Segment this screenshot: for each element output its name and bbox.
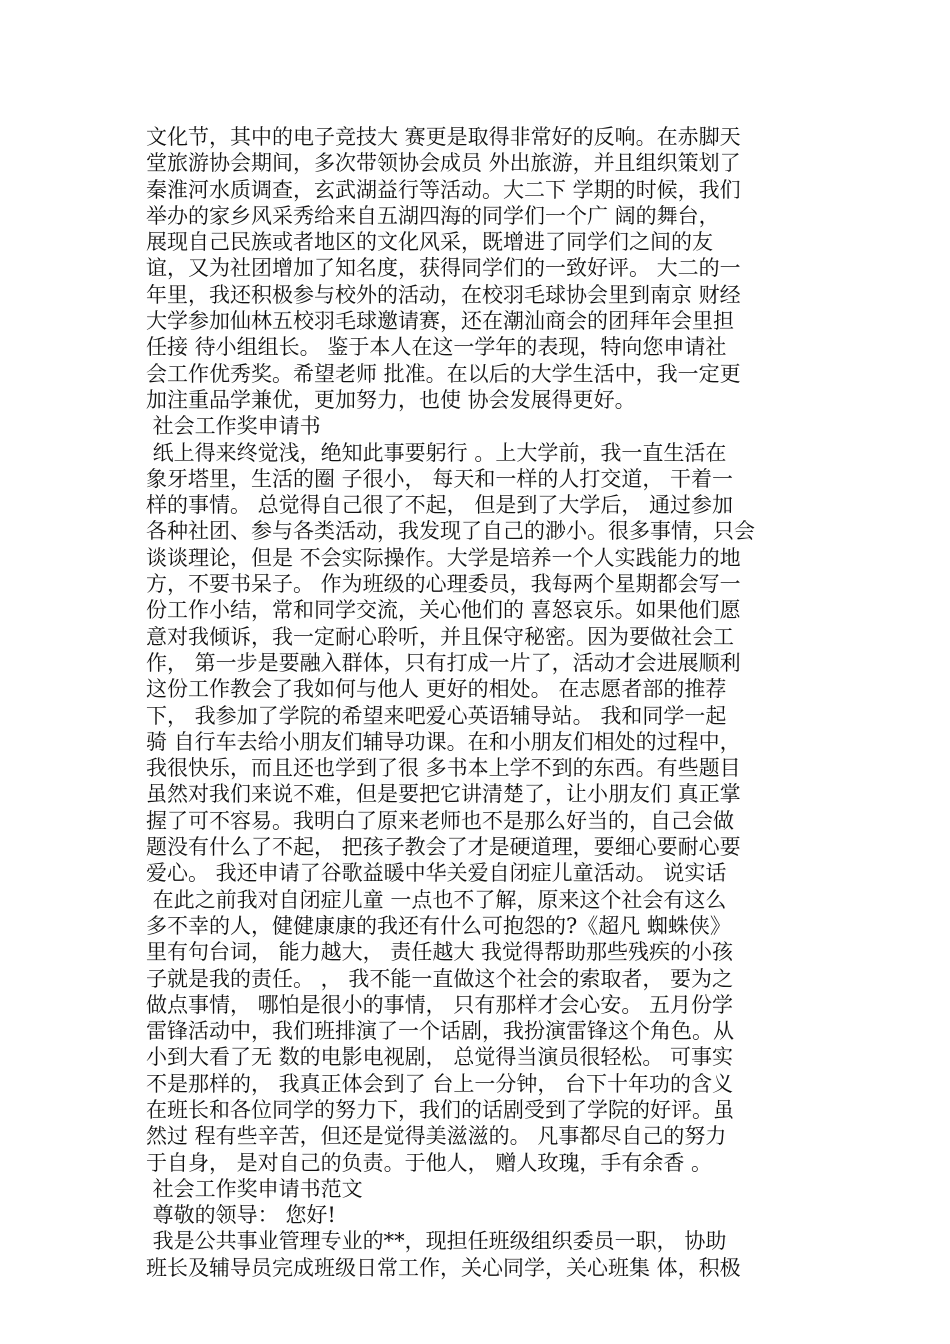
text-line: 握了可不容易。我明白了原来老师也不是那么好当的，自己会做 <box>146 808 734 833</box>
text-line: 作， 第一步是要融入群体，只有打成一片了，活动才会进展顺利 <box>146 650 741 675</box>
text-line: 于自身， 是对自己的负责。于他人， 赠人玫瑰，手有余香 。 <box>146 1150 713 1175</box>
document-body <box>146 124 816 1281</box>
section-heading: 社会工作奖申请书 <box>146 414 321 439</box>
text-line: 谊，又为社团增加了知名度，获得同学们的一致好评。 大二的一 <box>146 256 741 281</box>
text-line: 文化节，其中的电子竞技大 赛更是取得非常好的反响。在赤脚天 <box>146 125 741 149</box>
text-line: 年里，我还积极参与校外的活动，在校羽毛球协会里到南京 财经 <box>146 282 741 307</box>
text-line: 下， 我参加了学院的希望来吧爱心英语辅导站。 我和同学一起 <box>146 703 727 728</box>
text-line: 题没有什么了不起， 把孩子教会了才是硬道理，要细心要耐心要 <box>146 835 741 860</box>
text-line: 会工作优秀奖。希望老师 批准。在以后的大学生活中，我一定更 <box>146 361 741 386</box>
text-line: 谈谈理论，但是 不会实际操作。大学是培养一个人实践能力的地 <box>146 545 741 570</box>
text-line: 在班长和各位同学的努力下，我们的话剧受到了学院的好评。虽 <box>146 1097 734 1122</box>
text-line: 爱心。 我还申请了谷歌益暖中华关爱自闭症儿童活动。 说实话 <box>146 861 727 886</box>
text-line: 秦淮河水质调查，玄武湖益行等活动。大二下 学期的时候，我们 <box>146 177 741 202</box>
text-line: 做点事情， 哪怕是很小的事情， 只有那样才会心安。 五月份学 <box>146 992 734 1017</box>
text-line: 雷锋活动中，我们班排演了一个话剧，我扮演雷锋这个角色。从 <box>146 1019 734 1044</box>
text-line: 举办的家乡风采秀给来自五湖四海的同学们一个广 阔的舞台， <box>146 203 720 228</box>
text-line: 堂旅游协会期间，多次带领协会成员 外出旅游，并且组织策划了 <box>146 151 741 176</box>
text-line: 方，不要书呆子。 作为班级的心理委员，我每两个星期都会写一 <box>146 572 741 597</box>
text-line: 虽然对我们来说不难，但是要把它讲清楚了，让小朋友们 真正掌 <box>146 782 741 807</box>
text-line: 小到大看了无 数的电影电视剧， 总觉得当演员很轻松。 可事实 <box>146 1045 734 1070</box>
text-line: 加注重品学兼优，更加努力，也使 协会发展得更好。 <box>146 387 636 412</box>
text-line: 我是公共事业管理专业的**，现担任班级组织委员一职， 协助 <box>146 1229 727 1254</box>
text-line: 班长及辅导员完成班级日常工作，关心同学，关心班集 体，积极 <box>146 1255 741 1280</box>
text-line: 然过 程有些辛苦，但还是觉得美滋滋的。 凡事都尽自己的努力 <box>146 1124 727 1149</box>
text-line: 任接 待小组组长。 鉴于本人在这一学年的表现，特向您申请社 <box>146 335 727 360</box>
text-line: 多不幸的人，健健康康的我还有什么可抱怨的?《超凡 蜘蛛侠》 <box>146 913 731 938</box>
text-line: 在此之前我对自闭症儿童 一点也不了解，原来这个社会有这么 <box>146 887 727 912</box>
text-line: 展现自己民族或者地区的文化风采，既增进了同学们之间的友 <box>146 230 713 255</box>
salutation-line: 尊敬的领导： 您好! <box>146 1203 336 1228</box>
text-line: 各种社团、参与各类活动，我发现了自己的渺小。很多事情，只会 <box>146 519 755 544</box>
section-heading: 社会工作奖申请书范文 <box>146 1176 363 1201</box>
text-line: 份工作小结，常和同学交流，关心他们的 喜怒哀乐。如果他们愿 <box>146 598 741 623</box>
text-line: 纸上得来终觉浅，绝知此事要躬行 。上大学前，我一直生活在 <box>146 440 727 465</box>
text-line: 骑 自行车去给小朋友们辅导功课。在和小朋友们相处的过程中， <box>146 729 741 754</box>
text-line: 样的事情。 总觉得自己很了不起， 但是到了大学后， 通过参加 <box>146 493 734 518</box>
text-line: 意对我倾诉，我一定耐心聆听，并且保守秘密。因为要做社会工 <box>146 624 734 649</box>
text-line: 子就是我的责任。 ， 我不能一直做这个社会的索取者， 要为之 <box>146 966 734 991</box>
text-line: 大学参加仙林五校羽毛球邀请赛，还在潮汕商会的团拜年会里担 <box>146 309 734 334</box>
text-line: 象牙塔里，生活的圈 子很小， 每天和一样的人打交道， 干着一 <box>146 466 734 491</box>
text-line: 里有句台词， 能力越大， 责任越大 我觉得帮助那些残疾的小孩 <box>146 940 734 965</box>
text-line: 我很快乐，而且还也学到了很 多书本上学不到的东西。有些题目 <box>146 756 741 781</box>
text-line: 不是那样的， 我真正体会到了 台上一分钟， 台下十年功的含义 <box>146 1071 734 1096</box>
text-line: 这份工作教会了我如何与他人 更好的相处。 在志愿者部的推荐 <box>146 677 727 702</box>
